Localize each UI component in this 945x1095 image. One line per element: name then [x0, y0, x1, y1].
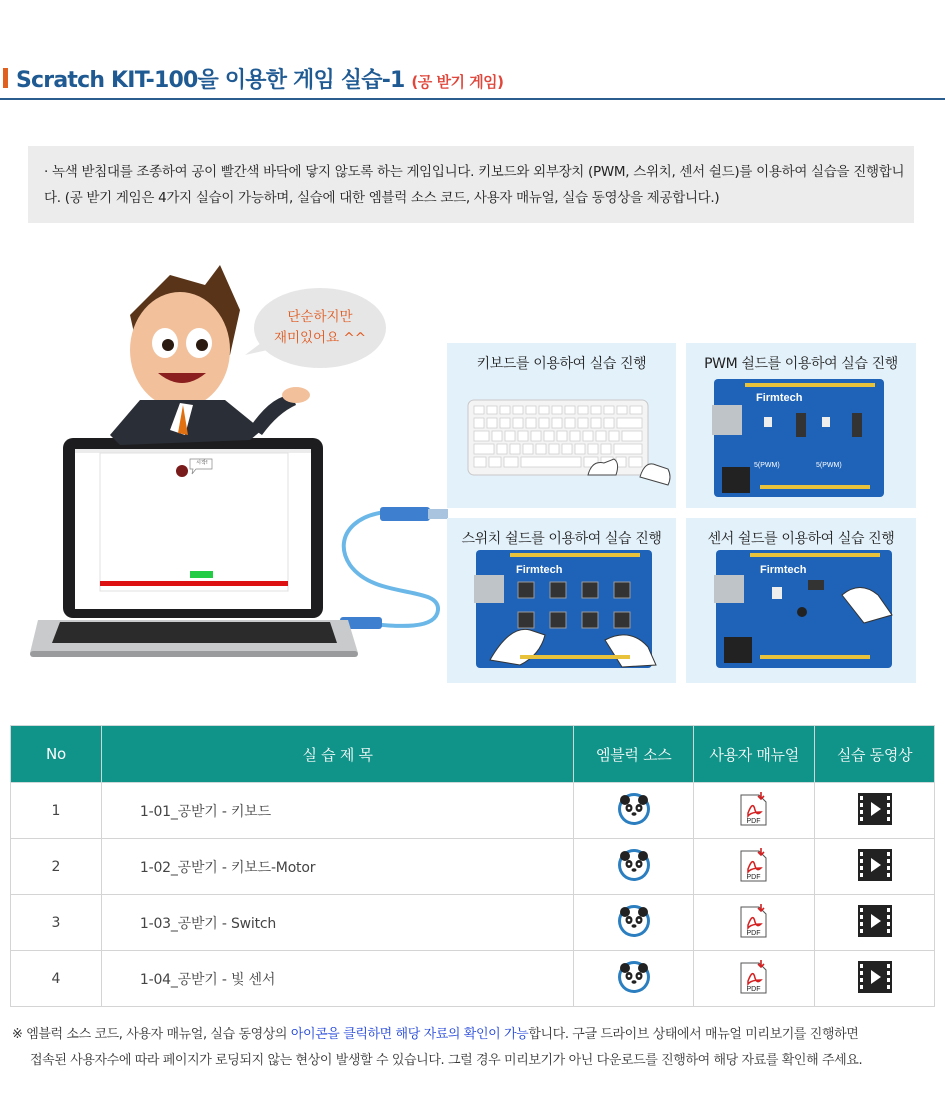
panel-switch [447, 518, 676, 558]
header-source: 엠블럭 소스 [574, 726, 694, 783]
page-title [16, 63, 504, 94]
pwm-label-1: 5(PWM) [754, 462, 780, 469]
pdf-manual-icon[interactable] [739, 792, 769, 830]
row-video-cell [815, 895, 935, 951]
panel-keyboard [447, 343, 676, 383]
page-title-main: Scratch KIT-100을 이용한 게임 실습-1 [16, 68, 405, 93]
pdf-manual-icon[interactable] [739, 904, 769, 942]
video-play-icon[interactable] [858, 793, 892, 829]
row-source-cell [574, 895, 694, 951]
row-no: 4 [11, 951, 102, 1007]
mblock-source-icon[interactable] [616, 959, 652, 999]
footnote-line2: 접속된 사용자수에 따라 페이지가 로딩되지 않는 현상이 발생할 수 있습니다. 그럴 경우 미리보기가 아닌 다운로드를 진행하여 해당 자료를 확인해 주세요. [30, 1053, 863, 1068]
description-bullet: · [44, 164, 48, 180]
page-header [0, 60, 945, 100]
panel-switch-label: 스위치 쉴드를 이용하여 실습 진행 [461, 531, 662, 547]
footnote-highlight: 아이콘을 클릭하면 해당 자료의 확인이 가능 [290, 1027, 529, 1042]
pdf-manual-icon[interactable] [739, 960, 769, 998]
row-title: 1-02_공받기 - 키보드-Motor [101, 839, 573, 895]
switch-shield-board-icon [474, 550, 656, 668]
footnote-part2: 합니다. 구글 드라이브 상태에서 매뉴얼 미리보기를 진행하면 [528, 1027, 859, 1042]
header-video: 실습 동영상 [815, 726, 935, 783]
row-title: 1-04_공받기 - 빛 센서 [101, 951, 573, 1007]
panel-pwm [686, 343, 916, 383]
pdf-icon-text: PDF [746, 985, 761, 993]
illustration [0, 255, 945, 685]
header-manual: 사용자 매뉴얼 [694, 726, 815, 783]
video-play-icon[interactable] [858, 905, 892, 941]
row-source-cell [574, 951, 694, 1007]
row-video-cell [815, 783, 935, 839]
laptop-icon [30, 438, 358, 657]
header-no: No [11, 726, 102, 783]
keyboard-icon [468, 400, 670, 485]
mblock-source-icon[interactable] [616, 903, 652, 943]
panel-pwm-label: PWM 쉴드를 이용하여 실습 진행 [704, 356, 898, 372]
panel-sensor-label: 센서 쉴드를 이용하여 실습 진행 [707, 531, 895, 547]
pwm-board-brand: Firmtech [756, 392, 803, 404]
usb-cable [344, 512, 438, 626]
row-title: 1-01_공받기 - 키보드 [101, 783, 573, 839]
table-header-row [11, 726, 935, 783]
pdf-icon-text: PDF [746, 873, 761, 881]
table-row [11, 895, 935, 951]
row-video-cell [815, 951, 935, 1007]
footnote [12, 1022, 937, 1074]
sensor-board-brand: Firmtech [760, 564, 807, 576]
row-manual-cell [694, 951, 815, 1007]
pwm-shield-board-icon [712, 379, 884, 497]
footnote-line1 [12, 1022, 937, 1048]
row-manual-cell [694, 783, 815, 839]
screen-start-bubble: 시작! [196, 460, 208, 466]
video-play-icon[interactable] [858, 849, 892, 885]
illustration-graphic [0, 255, 945, 685]
speech-bubble-line1: 단순하지만 [287, 309, 353, 325]
pdf-icon-text: PDF [746, 817, 761, 825]
row-no: 3 [11, 895, 102, 951]
table-row [11, 783, 935, 839]
row-no: 2 [11, 839, 102, 895]
row-video-cell [815, 839, 935, 895]
description-body: 녹색 받침대를 조종하여 공이 빨간색 바닥에 닿지 않도록 하는 게임입니다. 키보드와 외부장치 (PWM, 스위치, 센서 쉴드)를 이용하여 실습을 진행합니다. (공 받기 게임은 4가지 실습이 가능하며, 실습에 대한 엠블럭 소스 코드, 사용자 매뉴얼, 실습 동영상을 제공합니다.) [44, 164, 905, 206]
panel-keyboard-label: 키보드를 이용하여 실습 진행 [476, 356, 647, 372]
row-manual-cell [694, 895, 815, 951]
table-row [11, 839, 935, 895]
pdf-manual-icon[interactable] [739, 848, 769, 886]
row-no: 1 [11, 783, 102, 839]
header-title: 실 습 제 목 [101, 726, 573, 783]
mblock-source-icon[interactable] [616, 847, 652, 887]
usb-plug-icon [340, 507, 448, 629]
switch-board-brand: Firmtech [516, 564, 563, 576]
page-title-sub: (공 받기 게임) [411, 73, 504, 91]
sensor-shield-board-icon [714, 550, 892, 668]
description-box [28, 146, 914, 223]
pwm-label-2: 5(PWM) [816, 462, 842, 469]
pdf-icon-text: PDF [746, 929, 761, 937]
video-play-icon[interactable] [858, 961, 892, 997]
footnote-part1: ※ 엠블럭 소스 코드, 사용자 매뉴얼, 실습 동영상의 [12, 1027, 291, 1042]
table-row [11, 951, 935, 1007]
speech-bubble-line2: 재미있어요 ^^ [273, 330, 367, 346]
row-source-cell [574, 783, 694, 839]
row-title: 1-03_공받기 - Switch [101, 895, 573, 951]
practice-table [10, 725, 935, 1007]
row-source-cell [574, 839, 694, 895]
row-manual-cell [694, 839, 815, 895]
title-accent-mark [3, 68, 8, 88]
description-text [44, 159, 906, 211]
speech-bubble-text [254, 307, 386, 349]
panel-sensor [686, 518, 916, 558]
mblock-source-icon[interactable] [616, 791, 652, 831]
